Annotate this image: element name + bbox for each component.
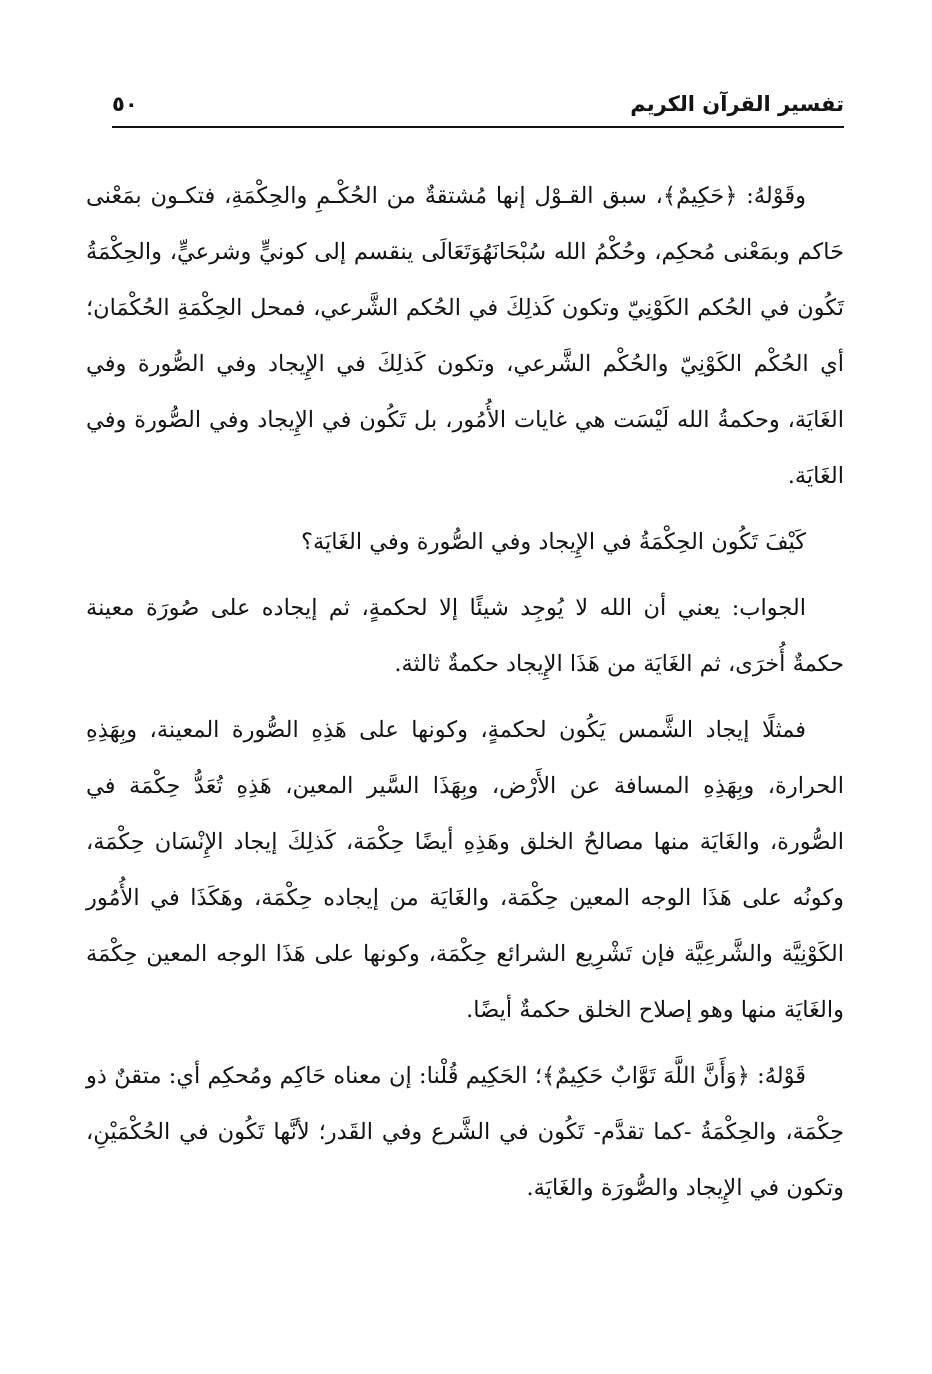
body-text [86,168,844,1226]
paragraph-hakim-commentary: وقَوْلهُ: ﴿حَكِيمٌ﴾، سبق القـوْل إنها مُشتقةٌ من الحُكْـمِ والحِكْمَةِ، فتكـون بمَعْنى حَاكم وبمَعْنى مُحكِم، وحُكْمُ الله سُبْحَانَهُوَتَعَالَى ينقسم إلى كونيٍّ وشرعيٍّ، والحِكْمَةُ تَكُون في الحُكم الكَوْنِيّ وتكون كَذلِكَ في الحُكم الشَّرعي، فمحل الحِكْمَةِ الحُكْمَان؛ أي الحُكْم الكَوْنِيّ والحُكْم الشَّرعي، وتكون كَذلِكَ في الإِيجاد وفي الصُّورة وفي الغَايَة، وحكمةُ الله لَيْسَت هي غايات الأُمُور، بل تَكُون في الإِيجاد وفي الصُّورة وفي الغَايَة. [86,183,844,489]
question-paragraph: كَيْفَ تَكُون الحِكْمَةُ في الإِيجاد وفي الصُّورة وفي الغَايَة؟ [301,529,806,555]
example-paragraph: فمثلًا إيجاد الشَّمس يَكُون لحكمةٍ، وكونها على هَذِهِ الصُّورة المعينة، وبِهَذِهِ الحرارة، وبِهَذِهِ المسافة عن الأَرْض، وبِهَذَا السَّير المعين، هَذِهِ تُعَدُّ حِكْمَة في الصُّورة، والغَايَة منها مصالحُ الخلق وهَذِهِ أيضًا حِكْمَة، كَذلِكَ إيجاد الإِنْسَان حِكْمَة، وكونُه على هَذَا الوجه المعين حِكْمَة، والغَايَة من إيجاده حِكْمَة، وهَكَذَا في الأُمُور الكَوْنِيَّة والشَّرعِيَّة فإن تَشْرِيع الشرائع حِكْمَة، وكونها على هَذَا الوجه المعين حِكْمَة والغَايَة منها وهو إصلاح الخلق حكمةٌ أيضًا. [86,717,844,1023]
answer-paragraph: الجواب: يعني أن الله لا يُوجِد شيئًا إلا لحكمةٍ، ثم إيجاده على صُورَة معينة حكمةٌ أُخرَى، ثم الغَايَة من هَذَا الإِيجاد حكمةٌ ثالثة. [86,595,844,677]
running-header [112,86,844,128]
page-number: ٥٠ [112,92,138,116]
book-title: تفسير القرآن الكريم [630,92,844,116]
verse-commentary-paragraph: قَوْلهُ: ﴿وَأَنَّ اللَّهَ تَوَّابٌ حَكِيمٌ﴾؛ الحَكِيم قُلْنا: إن معناه حَاكِم ومُحكِم أي: متقنٌ ذو حِكْمَة، والحِكْمَةُ -كما تقدَّم- تَكُون في الشَّرع وفي القَدر؛ لأنَّها تَكُون في الحُكْمَيْنِ، وتكون في الإِيجاد والصُّورَة والغَايَة. [86,1063,844,1201]
